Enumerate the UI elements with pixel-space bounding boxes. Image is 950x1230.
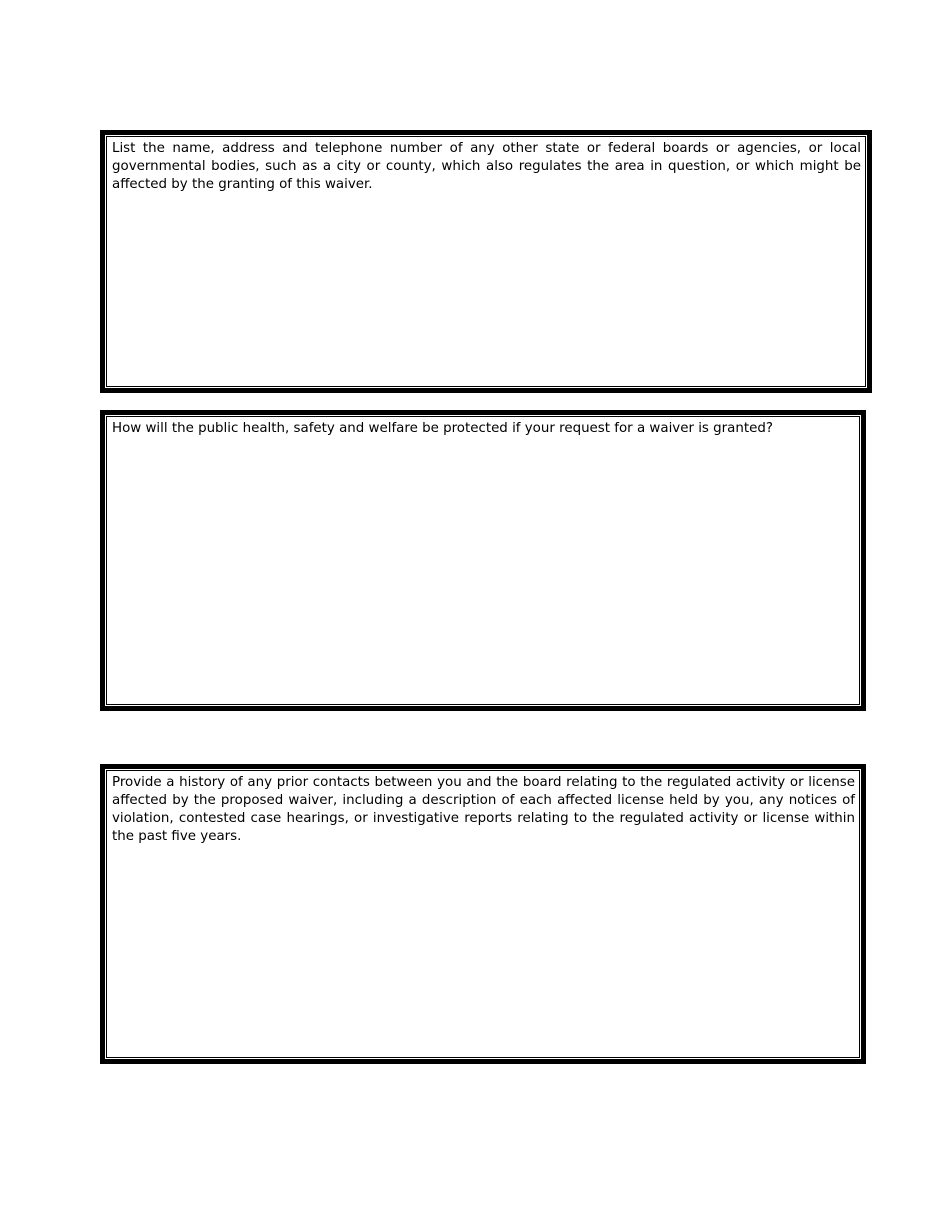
public-health-section: [100, 410, 866, 711]
prior-contacts-prompt: Provide a history of any prior contacts between you and the board relating to the regulated activity or license affected by the proposed waiver, including a description of each affected license held by you, any notices of violation, contested case hearings, or investigative reports relating to the regulated activity or license within the past five years.: [112, 775, 855, 844]
other-agencies-section: [100, 130, 872, 393]
public-health-prompt: How will the public health, safety and welfare be protected if your request for a waiver is granted?: [112, 421, 773, 436]
other-agencies-frame: [106, 136, 866, 387]
public-health-frame: [106, 416, 860, 705]
other-agencies-response-area[interactable]: [112, 194, 861, 440]
other-agencies-prompt: List the name, address and telephone number of any other state or federal boards or agencies, or local governmental bodies, such as a city or county, which also regulates the area in question, or which might be affected by the granting of this waiver.: [112, 141, 861, 192]
prior-contacts-frame: [106, 770, 860, 1058]
prior-contacts-section: [100, 764, 866, 1064]
public-health-response-area[interactable]: [112, 438, 855, 722]
prior-contacts-response-area[interactable]: [112, 846, 855, 1129]
